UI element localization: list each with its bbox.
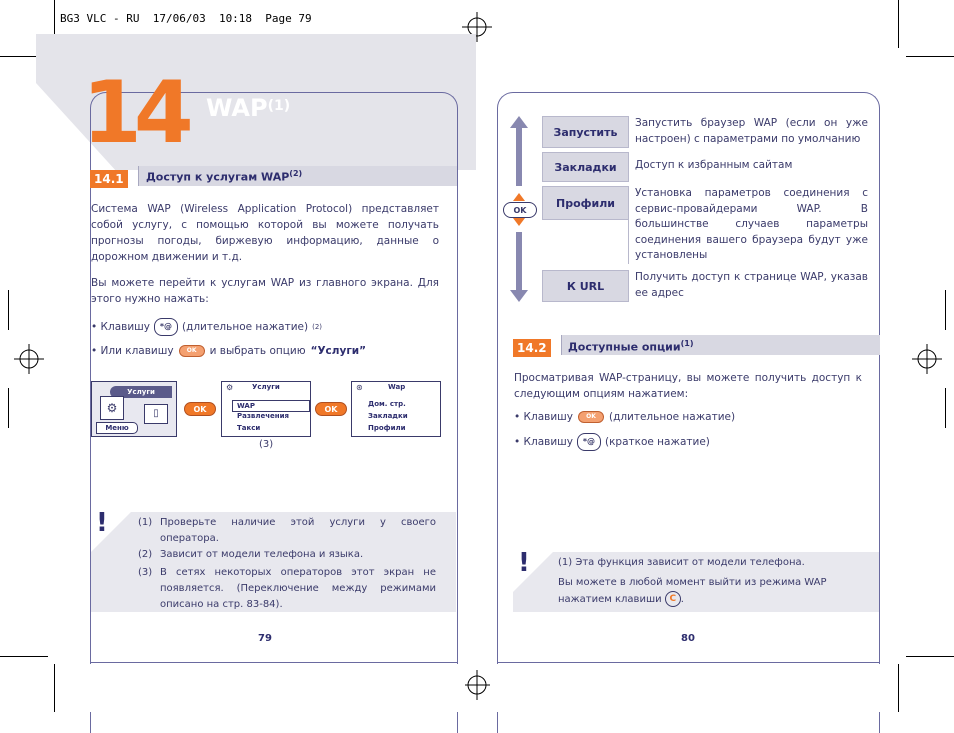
intro-paragraph: Система WAP (Wireless Application Protocol) представляет собой услугу, с помощью которой вы можете получать прогнозы погоды, биржевую информацию, данные о дорожном движении и т.д. bbox=[91, 203, 439, 263]
screen-wap-title: Wap bbox=[388, 383, 406, 391]
bullet2-prefix: • Или клавишу bbox=[91, 345, 174, 357]
screen-wap bbox=[351, 381, 441, 437]
chapter-title-text: WAP bbox=[206, 94, 268, 122]
bullet1-prefix: • Клавишу bbox=[514, 411, 573, 423]
bullet2-suffix: (краткое нажатие) bbox=[604, 436, 710, 448]
menu-desc-profiles: Установка параметров соединения с сервис-провайдерами WAP. В большинстве случаев параметры соединения вашего браузера будут уже установлены bbox=[628, 186, 868, 264]
section-title bbox=[146, 169, 302, 184]
bullet2-suffix: и выбрать опцию bbox=[209, 345, 306, 357]
wap-small-icon: ⊛ bbox=[356, 383, 363, 392]
note-exit-end: . bbox=[680, 594, 684, 605]
star-key-icon: *@ bbox=[154, 318, 178, 336]
crop-mark bbox=[898, 664, 899, 712]
menu-label-url: К URL bbox=[542, 270, 629, 302]
registration-mark bbox=[462, 670, 492, 700]
screen-services-item: Развлечения bbox=[237, 412, 290, 420]
bullet1-suffix: (длительное нажатие) bbox=[608, 411, 736, 423]
note-text: В сетях некоторых операторов этот экран не появляется. (Переключение между режимами описано на стр. 83-84). bbox=[160, 567, 436, 610]
bullet1-suffix: (длительное нажатие) bbox=[181, 321, 309, 333]
note-exit-text: Вы можете в любой момент выйти из режима WAP нажатием клавиши bbox=[558, 577, 827, 605]
nav-up-triangle-icon bbox=[513, 193, 525, 201]
bullet1-prefix: • Клавишу bbox=[91, 321, 150, 333]
nav-down-triangle-icon bbox=[513, 218, 525, 226]
bullet2-option: “Услуги” bbox=[310, 345, 367, 357]
screen-caption: (3) bbox=[259, 439, 274, 450]
chapter-title-note: (1) bbox=[267, 98, 291, 114]
chapter-title bbox=[206, 94, 290, 122]
menu-desc-url: Получить доступ к странице WAP, указав ее адрес bbox=[628, 270, 868, 301]
section-title-note: (1) bbox=[680, 339, 694, 348]
note-function: (1) Эта функция зависит от модели телефона. bbox=[558, 557, 805, 568]
section-number: 14.2 bbox=[513, 339, 551, 357]
screen-wap-item: Закладки bbox=[368, 412, 408, 420]
screen-services-item: Такси bbox=[237, 424, 261, 432]
menu-desc-bookmarks: Доступ к избранным сайтам bbox=[628, 158, 868, 174]
left-frame-cover bbox=[85, 664, 465, 712]
left-frame-bottom bbox=[90, 662, 458, 663]
note-num: (1) bbox=[138, 517, 153, 528]
screen-services-item-selected: WAP bbox=[232, 400, 310, 412]
section-title-text: Доступные опции bbox=[568, 340, 681, 354]
crop-mark bbox=[54, 664, 55, 712]
screen-wap-item: Профили bbox=[368, 424, 406, 432]
crop-mark bbox=[906, 56, 954, 57]
ok-arrow-1: OK bbox=[184, 402, 216, 416]
screen-home-tab: Услуги bbox=[110, 386, 172, 398]
print-slug: BG3 VLC - RU 17/06/03 10:18 Page 79 bbox=[60, 12, 312, 25]
registration-mark bbox=[912, 344, 942, 374]
ok-round-key-icon: OK bbox=[503, 202, 537, 218]
screen-services bbox=[221, 381, 311, 437]
crop-mark bbox=[945, 388, 946, 428]
note-exit bbox=[558, 575, 858, 608]
ok-key-icon: OK bbox=[578, 411, 604, 423]
star-key-icon: *@ bbox=[577, 433, 601, 451]
note-num: (2) bbox=[138, 549, 153, 560]
note-text: Зависит от модели телефона и языка. bbox=[160, 549, 364, 560]
note-num: (3) bbox=[138, 567, 153, 578]
ok-key-icon: OK bbox=[179, 345, 205, 357]
crop-mark bbox=[8, 388, 9, 428]
crop-mark bbox=[898, 0, 899, 48]
warning-icon: ! bbox=[518, 548, 530, 578]
warning-icon: ! bbox=[96, 508, 108, 538]
menu-label-profiles: Профили bbox=[542, 186, 629, 220]
bullet2-prefix: • Клавишу bbox=[514, 436, 573, 448]
bullet-star-key bbox=[91, 318, 439, 336]
options-paragraph: Просматривая WAP-страницу, вы можете получить доступ к следующим опциям нажатием: bbox=[514, 372, 862, 400]
bullet-ok-key bbox=[91, 343, 439, 359]
menu-label-launch: Запустить bbox=[542, 116, 629, 148]
screen-wap-item: Дом. стр. bbox=[368, 400, 406, 408]
phone-icon: ▯ bbox=[144, 404, 168, 424]
crop-mark bbox=[906, 656, 954, 657]
services-icon: ⚙ bbox=[100, 396, 124, 420]
bullet-star-short bbox=[514, 433, 862, 451]
page-number-left: 79 bbox=[258, 633, 272, 644]
section-number: 14.1 bbox=[90, 170, 128, 188]
screen-services-title: Услуги bbox=[252, 383, 280, 391]
note-item bbox=[138, 547, 436, 563]
crop-mark bbox=[0, 656, 48, 657]
screen-home bbox=[91, 381, 177, 437]
crop-mark bbox=[945, 290, 946, 330]
right-frame-cover bbox=[490, 664, 885, 712]
screen-home-menu: Меню bbox=[96, 422, 138, 434]
ok-arrow-2: OK bbox=[315, 402, 347, 416]
right-frame-bottom bbox=[497, 662, 880, 663]
registration-mark bbox=[14, 344, 44, 374]
bullet1-note: (2) bbox=[312, 323, 323, 331]
scroll-up-arrow-icon bbox=[510, 116, 528, 186]
scroll-down-arrow-icon bbox=[510, 232, 528, 302]
section-title-text: Доступ к услугам WAP bbox=[146, 170, 290, 184]
bullet-ok-long bbox=[514, 409, 862, 425]
note-item bbox=[138, 515, 436, 547]
menu-label-bookmarks: Закладки bbox=[542, 152, 629, 182]
menu-desc-launch: Запустить браузер WAP (если он уже настроен) с параметрами по умолчанию bbox=[628, 116, 868, 147]
note-item bbox=[138, 565, 436, 613]
services-small-icon: ⚙ bbox=[226, 383, 234, 392]
clear-key-icon: C bbox=[665, 591, 681, 607]
page-number-right: 80 bbox=[681, 633, 695, 644]
note-text: Проверьте наличие этой услуги у своего оператора. bbox=[160, 517, 436, 544]
section-title-note: (2) bbox=[289, 169, 303, 178]
crop-mark bbox=[8, 290, 9, 330]
chapter-number: 14 bbox=[82, 63, 186, 163]
section-title bbox=[568, 339, 693, 354]
access-paragraph: Вы можете перейти к услугам WAP из главного экрана. Для этого нужно нажать: bbox=[91, 277, 439, 305]
